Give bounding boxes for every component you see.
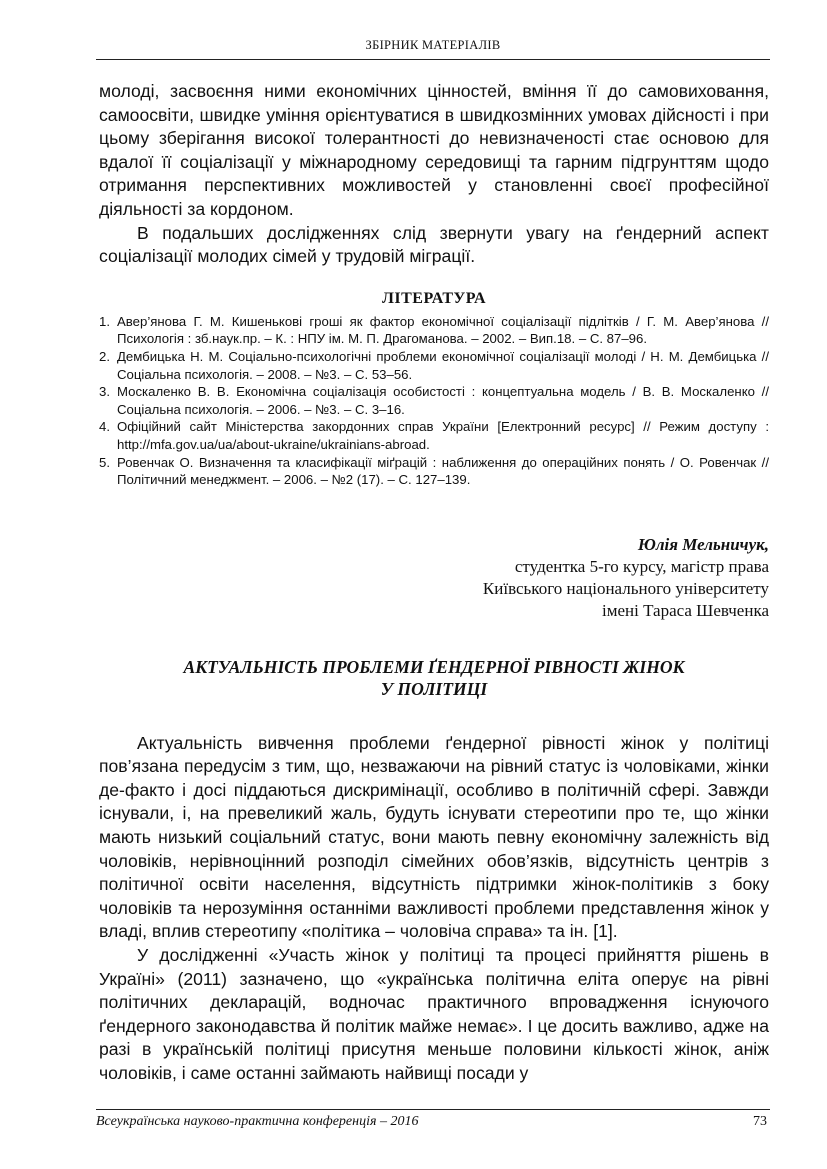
footer-conference: Всеукраїнська науково-практична конференція – 2016 xyxy=(96,1114,419,1129)
reference-item xyxy=(99,348,769,383)
reference-text: Офіційний сайт Міністерства закордонних справ України [Електронний ресурс] // Режим доступу : http://mfa.gov.ua/ua/about-ukraine/ukrainians-abroad. xyxy=(117,419,769,452)
article-title xyxy=(99,656,769,700)
author-status: студентка 5-го курсу, магістр права xyxy=(514,556,769,576)
author-block xyxy=(99,534,769,622)
article-paragraph-1: Актуальність вивчення проблеми ґендерної рівності жінок у політиці пов’язана передусім з тим, що, незважаючи на рівний статус із чоловіками, жінки де-факто і досі піддаються дискримінації, особливо в політичній сфері. Завжди існували, і, на превеликий жаль, будуть існувати стереотипи про те, що жінки мають низький соціальний статус, вони мають певну економічну залежність від чоловіків, нерівноцінний розподіл сімейних обов’язків, відсутність центрів з політичної освіти населення, відсутність підтримки жінок-політиків з боку чоловіків та нерозуміння останніми важливості проблеми представлення жінок у владі, вплив стереотипу «політика – чоловіча справа» та ін. [1]. xyxy=(99,732,769,942)
reference-number: 3. xyxy=(99,384,110,400)
author-university-name: імені Тараса Шевченка xyxy=(601,600,769,620)
article-title-line-2: У ПОЛІТИЦІ xyxy=(380,678,488,699)
literature-heading: ЛІТЕРАТУРА xyxy=(381,289,487,307)
reference-list xyxy=(99,313,769,489)
reference-number: 1. xyxy=(99,313,110,329)
reference-item xyxy=(99,383,769,418)
continuation-paragraph-1: молоді, засвоєння ними економічних цінностей, вміння її до самовиховання, самоосвіти, швидке уміння орієнтуватися в швидкозмінних умовах дійсності і при цьому зберігання високої толерантності до невизначеності стає основою для вдалої її соціалізації у міжнародному середовищі та гарним підгрунттям щодо отримання перспективних можливостей у становленні своєї професійної діяльності за кордоном. xyxy=(99,81,769,219)
running-title: ЗБІРНИК МАТЕРІАЛІВ xyxy=(365,38,501,52)
article-body xyxy=(99,732,769,1086)
article-paragraph-2: У дослідженні «Участь жінок у політиці та процесі прийняття рішень в Україні» (2011) зазначено, що «українська політична еліта оперує на рівні політичних декларацій, водночас практичного впровадження існуючого ґендерного законодавства й політик майже немає». І це досить важливо, адже на разі в українській політиці присутня меньше половини кількості жінок, аніж чоловіків, і саме останні займають найвищі посади у xyxy=(99,945,769,1083)
reference-number: 4. xyxy=(99,419,110,435)
reference-text: Авер’янова Г. М. Кишенькові гроші як фактор економічної соціалізації підлітків / Г. М. Авер’янова // Психологія : зб.наук.пр. – К. : НПУ ім. М. П. Драгоманова. – 2002. – Вип.18. – С. 87–96. xyxy=(117,313,769,347)
running-header xyxy=(96,35,770,60)
page-footer xyxy=(96,1109,770,1133)
reference-item xyxy=(99,313,769,348)
author-university: Київського національного університету xyxy=(482,578,769,598)
author-name: Юлія Мельничук, xyxy=(637,534,769,554)
continuation-paragraph-2: В подальших дослідженнях слід звернути увагу на ґендерний аспект соціалізації молодих сімей у трудовій міграції. xyxy=(99,222,769,267)
reference-text: Москаленко В. В. Економічна соціалізація особистості : концептуальна модель / В. В. Москаленко // Соціальна психологія. – 2006. – №3. – С. 3–16. xyxy=(117,384,769,417)
reference-text: Дембицька Н. М. Соціально-психологічні проблеми економічної соціалізації молоді / Н. М. Дембицька // Соціальна психологія. – 2008. – №3. – С. 53–56. xyxy=(117,348,769,382)
article-title-line-1: АКТУАЛЬНІСТЬ ПРОБЛЕМИ ҐЕНДЕРНОЇ РІВНОСТІ ЖІНОК xyxy=(183,656,685,677)
reference-item xyxy=(99,418,769,453)
reference-number: 5. xyxy=(99,454,110,470)
page-number: 73 xyxy=(753,1114,767,1129)
reference-text: Ровенчак О. Визначення та класифікації міґрацій : наближення до операційних понять / О. Ровенчак // Політичний менеджмент. – 2006. – №2 (17). – С. 127–139. xyxy=(117,454,769,488)
page-body xyxy=(99,80,769,1086)
reference-item xyxy=(99,454,769,489)
reference-number: 2. xyxy=(99,348,110,364)
